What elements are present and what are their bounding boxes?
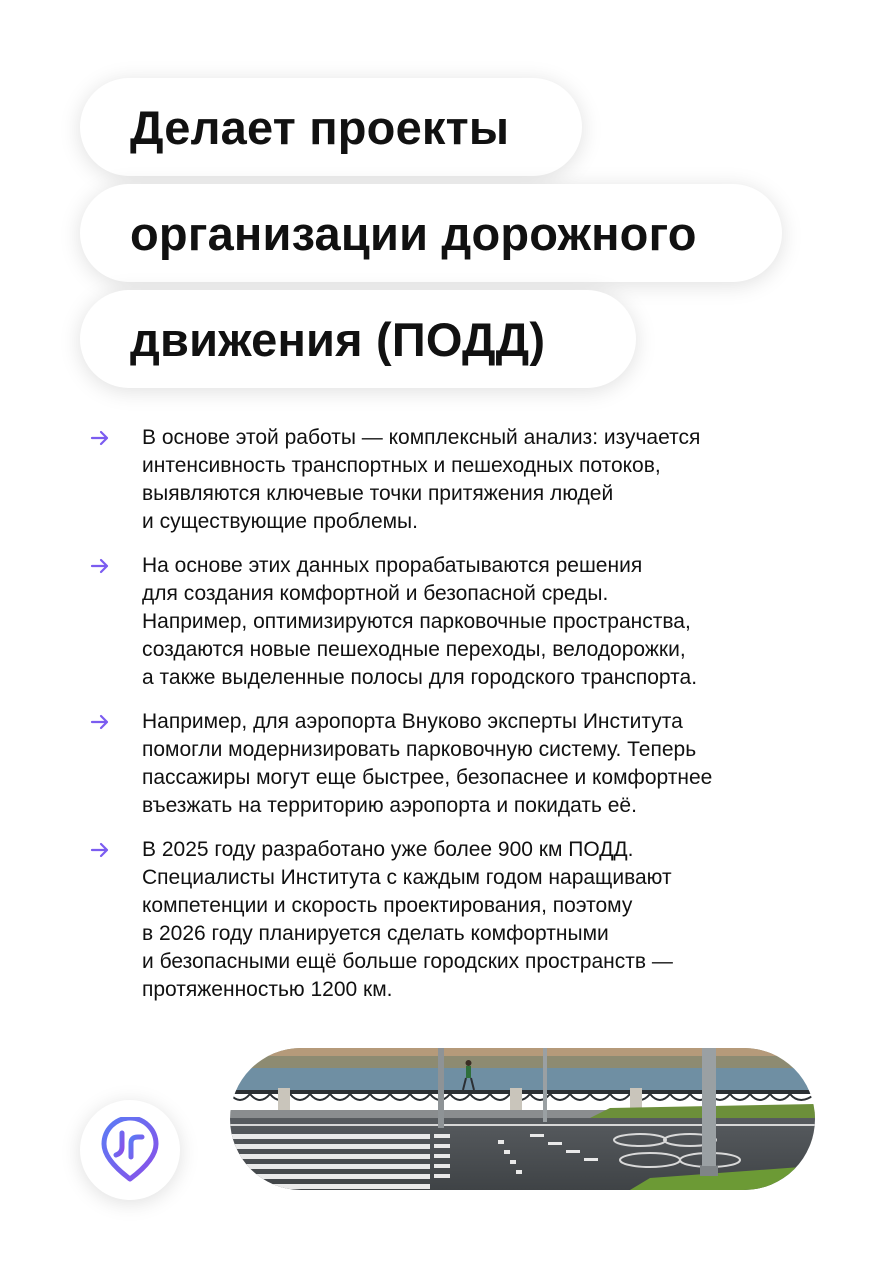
title-line-1-text: Делает проекты [130,100,510,154]
title-line-2-text: организации дорожного [130,206,697,260]
arrow-right-icon [90,712,110,732]
title-line-3 [80,290,636,388]
arrow-right-icon [90,840,110,860]
arrow-right-icon [90,428,110,448]
list-item [90,708,810,820]
list-item [90,552,810,692]
location-pin-logo-icon [100,1117,160,1183]
bullet-list [90,424,810,1020]
list-item [90,836,810,1004]
street-photo-illustration [230,1048,815,1190]
logo [80,1100,180,1200]
bullet-text: В основе этой работы — комплексный анализ: изучается интенсивность транспортных и пешеходных потоков, выявляются ключевые точки притяжения людей и существующие проблемы. [142,426,701,533]
title-line-2 [80,184,782,282]
bullet-text: В 2025 году разработано уже более 900 км ПОДД. Специалисты Института с каждым годом наращивают компетенции и скорость проектирования, поэтому в 2026 году планируется сделать комфортными и безопасными ещё больше городских пространств — протяженностью 1200 км. [142,838,673,1001]
arrow-right-icon [90,556,110,576]
bullet-text: Например, для аэропорта Внуково эксперты Института помогли модернизировать парковочную систему. Теперь пассажиры могут еще быстрее, безопаснее и комфортнее въезжать на территорию аэропорта и покидать её. [142,710,713,817]
street-crosswalk-photo [230,1048,815,1190]
bullet-text: На основе этих данных прорабатываются решения для создания комфортной и безопасной среды. Например, оптимизируются парковочные пространства, создаются новые пешеходные переходы, велодорожки, а также выделенные полосы для городского транспорта. [142,554,698,689]
list-item [90,424,810,536]
title-line-3-text: движения (ПОДД) [130,312,546,366]
title-line-1 [80,78,582,176]
